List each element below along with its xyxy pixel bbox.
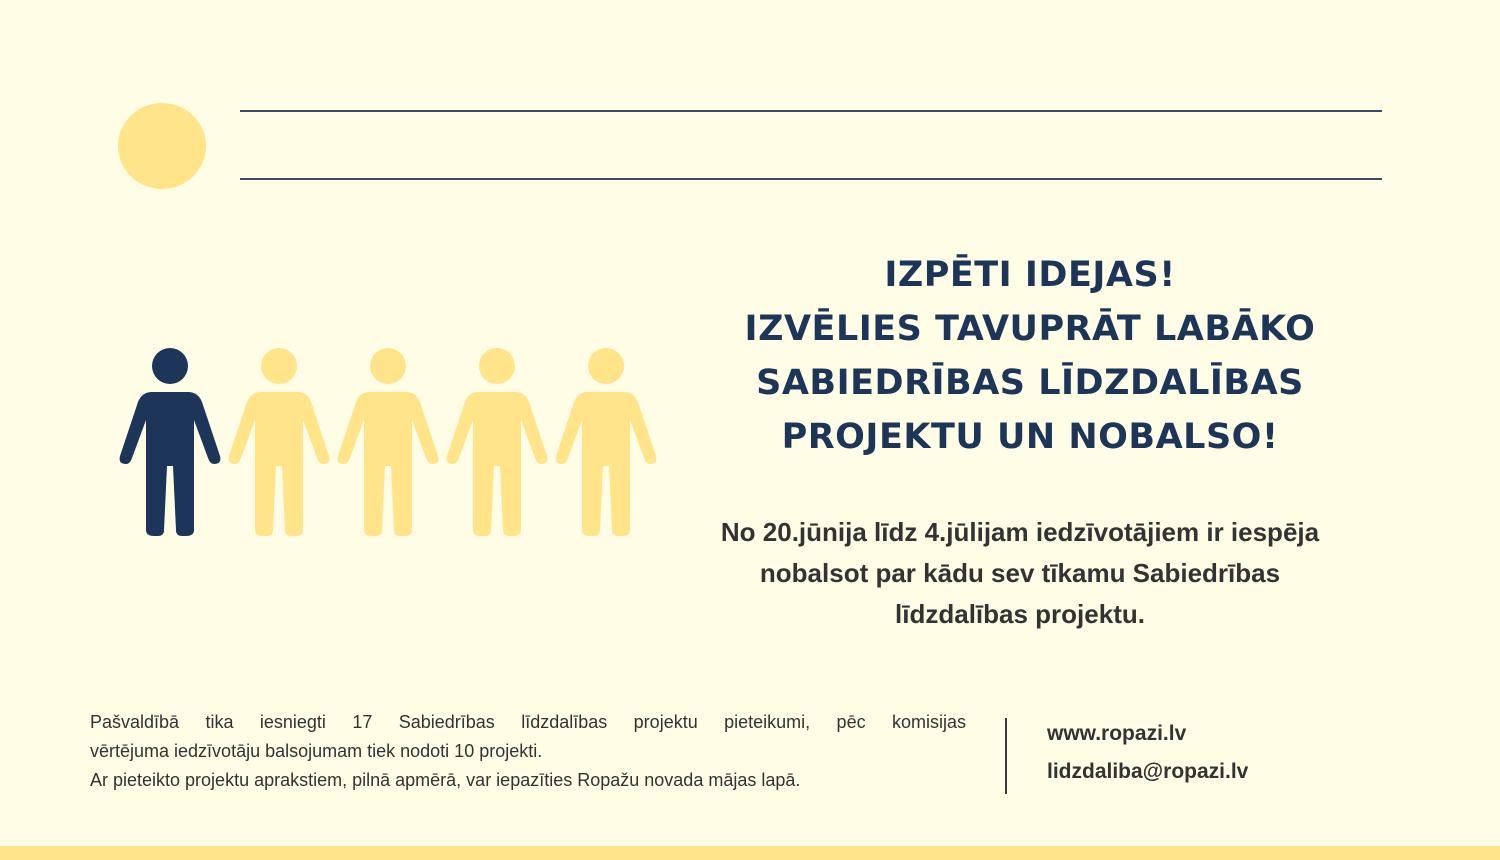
people-row (118, 346, 663, 536)
subtext-line-1: No 20.jūnija līdz 4.jūlijam iedzīvotājiem ir iespēja (720, 517, 1320, 547)
footer-line-2: vērtējuma iedzīvotāju balsojumam tiek nodoti 10 projekti. (90, 741, 543, 761)
subtext-line-2: nobalsot par kādu sev tīkamu Sabiedrības (759, 558, 1281, 588)
bottom-divider-line (240, 178, 1382, 180)
person-icon (227, 346, 331, 536)
sun-circle-icon (118, 103, 206, 189)
footer-line-3: Ar pieteikto projektu aprakstiem, pilnā apmērā, var iepazīties Ropažu novada mājas lapā. (90, 770, 801, 790)
headline-line-4: PROJEKTU UN NOBALSO! (781, 417, 1279, 457)
person-icon (336, 346, 440, 536)
footer-line-1: Pašvaldībā tika iesniegti 17 Sabiedrības līdzdalības projektu pieteikumi, pēc komisijas (90, 712, 966, 732)
headline-line-1: IZPĒTI IDEJAS! (884, 255, 1176, 295)
top-divider-line (240, 110, 1382, 112)
footer-info (90, 708, 966, 795)
bottom-accent-bar (0, 846, 1500, 860)
email-link[interactable]: lidzdaliba@ropazi.lv (1047, 760, 1249, 783)
voting-period-text (660, 512, 1380, 635)
headline-line-3: SABIEDRĪBAS LĪDZDALĪBAS (756, 363, 1304, 403)
subtext-line-3: līdzdalības projektu. (895, 599, 1145, 629)
person-icon (118, 346, 222, 536)
contact-block (1047, 715, 1248, 791)
website-link[interactable]: www.ropazi.lv (1047, 722, 1187, 745)
person-icon (554, 346, 658, 536)
footer-vertical-divider (1005, 718, 1007, 794)
headline (670, 248, 1390, 464)
person-icon (445, 346, 549, 536)
headline-line-2: IZVĒLIES TAVUPRĀT LABĀKO (744, 309, 1316, 349)
